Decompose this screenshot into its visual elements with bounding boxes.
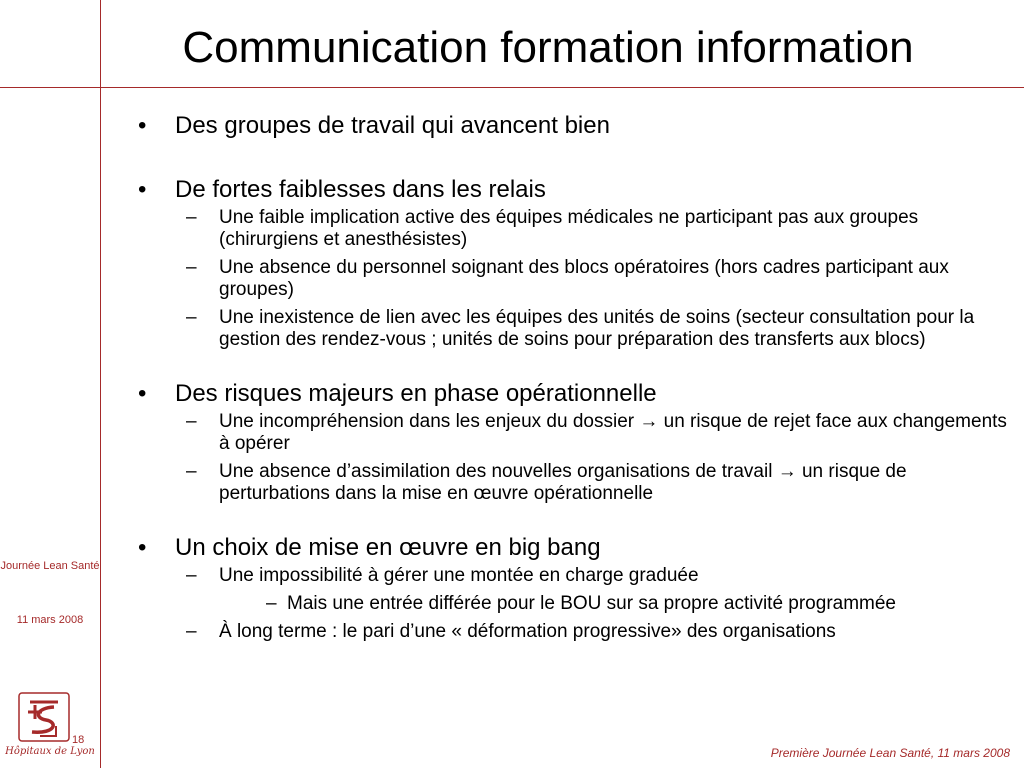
- sub-bullet-marker: –: [186, 257, 197, 278]
- sub-bullet-text: Une absence du personnel soignant des blocs opératoires (hors cadres participant aux groupes): [219, 257, 949, 300]
- bullet: [130, 380, 1010, 408]
- slide-title: Communication formation information: [182, 23, 914, 72]
- sidebar-event: Journée Lean Santé: [0, 560, 100, 572]
- bullet-text: De fortes faiblesses dans les relais: [175, 176, 546, 203]
- sub-sub-bullet-marker: –: [266, 593, 277, 614]
- bullet-text: Des risques majeurs en phase opérationnelle: [175, 380, 657, 407]
- bullet-marker: •: [138, 176, 147, 203]
- logo-caption: Hôpitaux de Lyon: [5, 746, 95, 757]
- bullet-text: Des groupes de travail qui avancent bien: [175, 112, 610, 139]
- sub-bullet-text: Une incompréhension dans les enjeux du dossier → un risque de rejet face aux changements à opérer: [219, 411, 1007, 454]
- sub-bullet: [130, 461, 1010, 505]
- sub-sub-bullet: [130, 593, 1010, 615]
- bullet: [130, 112, 1010, 140]
- sub-bullet-marker: –: [186, 621, 197, 642]
- bullet-marker: •: [138, 380, 147, 407]
- sub-bullet-text: Une impossibilité à gérer une montée en charge graduée: [219, 565, 699, 586]
- sub-bullet-marker: –: [186, 565, 197, 586]
- slide-body: [130, 112, 1010, 643]
- page-number: 18: [72, 734, 85, 746]
- slide-footer: Première Journée Lean Santé, 11 mars 2008: [770, 746, 1010, 760]
- bullet: [130, 176, 1010, 204]
- bullet: [130, 534, 1010, 562]
- sub-bullet-marker: –: [186, 461, 197, 482]
- sub-bullet-text: À long terme : le pari d’une « déformation progressive» des organisations: [219, 621, 836, 642]
- sub-bullet: [130, 411, 1010, 455]
- horizontal-divider: [0, 87, 1024, 88]
- sub-bullet-text: Une absence d’assimilation des nouvelles organisations de travail → un risque de perturbations dans la mise en œuvre opérationnelle: [219, 461, 907, 504]
- sub-bullet: [130, 621, 1010, 643]
- bullet-marker: •: [138, 534, 147, 561]
- sub-bullet-text: Une faible implication active des équipes médicales ne participant pas aux groupes (chirurgiens et anesthésistes): [219, 207, 919, 250]
- sub-sub-bullet-text: Mais une entrée différée pour le BOU sur sa propre activité programmée: [287, 593, 897, 614]
- sub-bullet-marker: –: [186, 207, 197, 228]
- sub-bullet: [130, 257, 1010, 301]
- sub-bullet: [130, 307, 1010, 351]
- bullet-marker: •: [138, 112, 147, 139]
- sub-bullet-marker: –: [186, 307, 197, 328]
- sidebar-date: 11 mars 2008: [16, 614, 84, 626]
- sub-bullet-marker: –: [186, 411, 197, 432]
- sub-bullet: [130, 565, 1010, 587]
- vertical-divider: [100, 0, 101, 768]
- hospital-logo-icon: [18, 692, 70, 742]
- bullet-text: Un choix de mise en œuvre en big bang: [175, 534, 601, 561]
- sub-bullet: [130, 207, 1010, 251]
- sub-bullet-text: Une inexistence de lien avec les équipes des unités de soins (secteur consultation pour la gestion des rendez-vous ; unités de soins pour préparation des transferts aux blocs): [219, 307, 975, 350]
